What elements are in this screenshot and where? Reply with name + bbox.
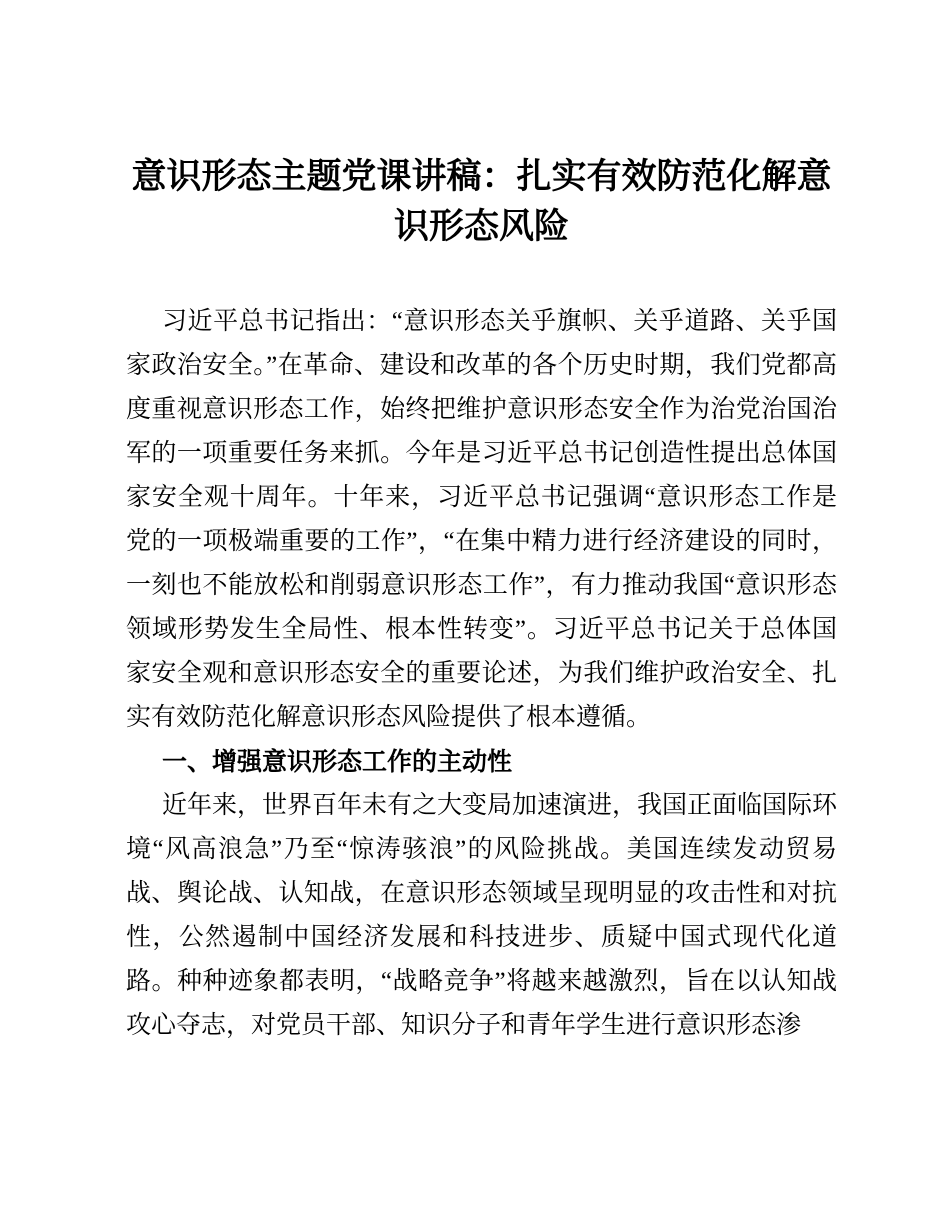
paragraph-section-1: 近年来，世界百年未有之大变局加速演进，我国正面临国际环境“风高浪急”乃至“惊涛骇浪”的风险挑战。美国连续发动贸易战、舆论战、认知战，在意识形态领域呈现明显的攻击性和对抗性，公然遏制中国经济发展和科技进步、质疑中国式现代化道路。种种迹象都表明，“战略竞争”将越来越激烈，旨在以认知战攻心夺志，对党员干部、知识分子和青年学生进行意识形态渗 <box>126 792 838 1039</box>
paragraph-intro: 习近平总书记指出：“意识形态关乎旗帜、关乎道路、关乎国家政治安全。”在革命、建设和改革的各个历史时期，我们党都高度重视意识形态工作，始终把维护意识形态安全作为治党治国治军的一项重要任务来抓。今年是习近平总书记创造性提出总体国家安全观十周年。十年来，习近平总书记强调“意识形态工作是党的一项极端重要的工作”，“在集中精力进行经济建设的同时，一刻也不能放松和削弱意识形态工作”，有力推动我国“意识形态领域形势发生全局性、根本性转变”。习近平总书记关于总体国家安全观和意识形态安全的重要论述，为我们维护政治安全、扎实有效防范化解意识形态风险提供了根本遵循。 <box>126 308 837 731</box>
section-heading-1: 一、增强意识形态工作的主动性 <box>162 748 513 776</box>
document-title: 意识形态主题党课讲稿：扎实有效防范化解意识形态风险 <box>131 157 832 246</box>
